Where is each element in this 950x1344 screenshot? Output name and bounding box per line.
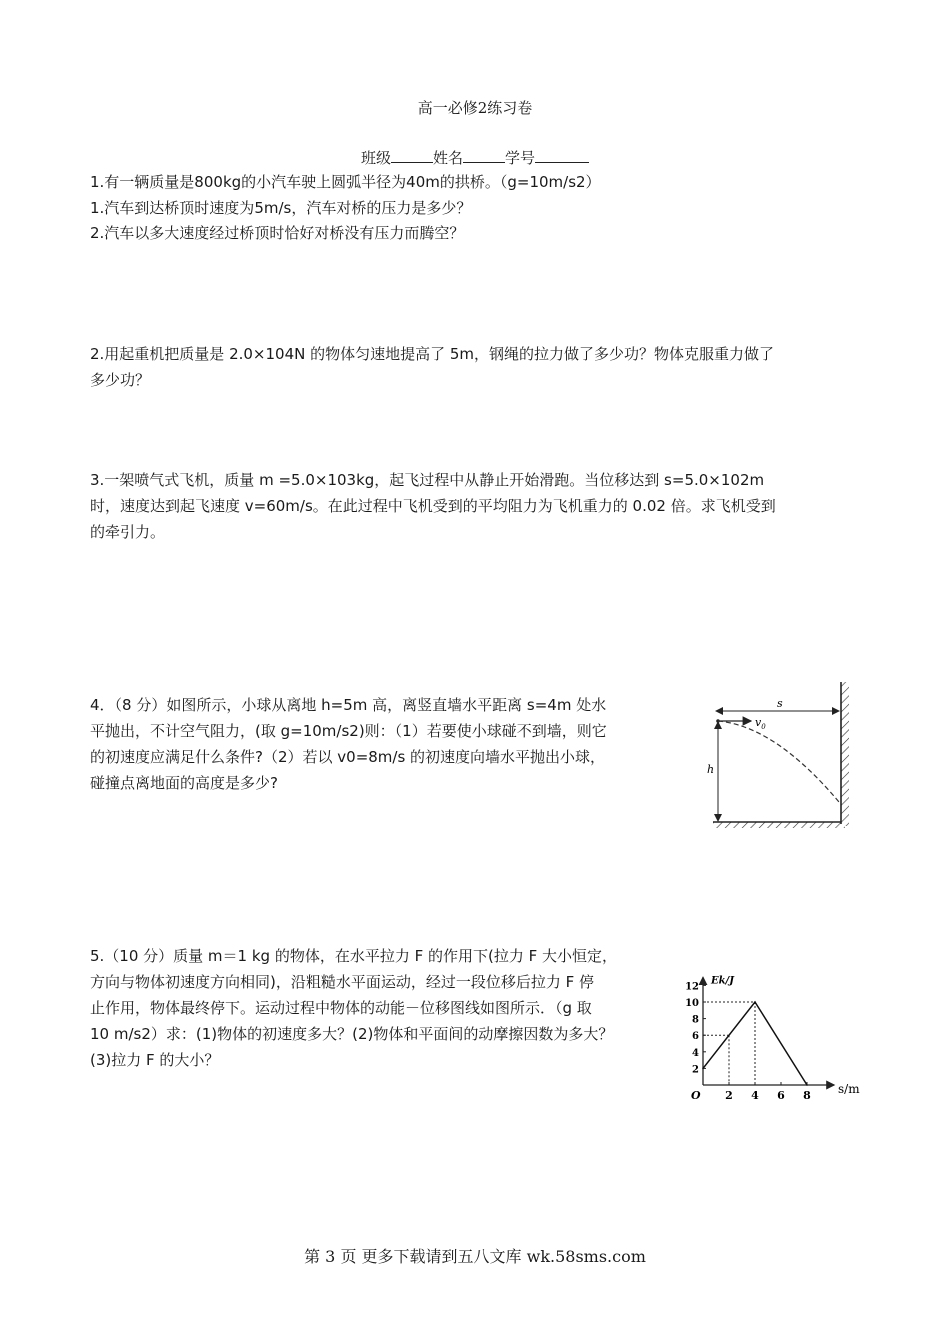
- q5-line4: 10 m/s2）求：(1)物体的初速度多大？(2)物体和平面间的动摩擦因数为多大？: [90, 1025, 614, 1043]
- q1-part2: 2.汽车以多大速度经过桥顶时恰好对桥没有压力而腾空？: [90, 224, 465, 242]
- y-tick-label: 8: [692, 1014, 699, 1026]
- label-s: s: [777, 697, 783, 710]
- origin-label: O: [691, 1089, 701, 1102]
- number-blank[interactable]: [535, 148, 589, 163]
- trajectory-curve: [718, 721, 839, 802]
- ek-data-point: [754, 1001, 756, 1003]
- chart-axes: [703, 977, 834, 1085]
- y-axis-label: Ek/J: [711, 975, 734, 987]
- q3-line1: 3.一架喷气式飞机，质量 m =5.0×103kg，起飞过程中从静止开始滑跑。当位移达到 s=5.0×102m: [90, 471, 765, 489]
- q1-stem: 1.有一辆质量是800kg的小汽车驶上圆弧半径为40m的拱桥。（g=10m/s2）: [90, 173, 601, 191]
- kinetic-energy-chart: [685, 965, 860, 1110]
- q3-line3: 的牵引力。: [90, 523, 166, 541]
- q2-line1: 2.用起重机把质量是 2.0×104N 的物体匀速地提高了 5m，钢绳的拉力做了多少功？物体克服重力做了: [90, 345, 775, 363]
- projectile-wall-figure: [705, 678, 855, 830]
- x-tick-label: 6: [777, 1089, 785, 1102]
- x-tick-label: 4: [751, 1089, 759, 1102]
- x-tick-label: 8: [803, 1089, 811, 1102]
- chart-labels: [685, 975, 860, 1102]
- ground-hatch: [713, 822, 845, 828]
- y-tick-label: 6: [692, 1031, 699, 1043]
- name-label: 姓名: [432, 149, 463, 167]
- class-blank[interactable]: [391, 148, 433, 163]
- q5-line3: 止作用，物体最终停下。运动过程中物体的动能－位移图线如图所示．（g 取: [90, 999, 592, 1017]
- q4-line4: 碰撞点离地面的高度是多少?: [90, 774, 278, 792]
- label-h: h: [707, 763, 715, 776]
- y-tick-label: 4: [692, 1047, 699, 1059]
- name-blank[interactable]: [463, 148, 505, 163]
- q2-line2: 多少功？: [90, 371, 151, 389]
- chart-guides: [703, 1002, 755, 1085]
- q5-line5: (3)拉力 F 的大小？: [90, 1051, 220, 1069]
- q5-line1: 5.（10 分）质量 m＝1 kg 的物体，在水平拉力 F 的作用下(拉力 F 大小恒定，: [90, 947, 618, 965]
- q4-line1: 4．（8 分）如图所示，小球从离地 h=5m 高，离竖直墙水平距离 s=4m 处水: [90, 696, 607, 714]
- x-axis-label: s/m: [838, 1082, 860, 1096]
- y-tick-label: 12: [685, 981, 699, 993]
- page-title: 高一必修2练习卷: [417, 99, 533, 117]
- number-label: 学号: [505, 149, 536, 167]
- ek-data-point: [806, 1084, 808, 1086]
- y-tick-label: 10: [685, 998, 699, 1009]
- q4-line2: 平抛出，不计空气阻力，(取 g=10m/s2)则：（1）若要使小球碰不到墙，则它: [90, 722, 607, 740]
- y-tick-label: 2: [692, 1064, 699, 1076]
- class-label: 班级: [360, 149, 391, 167]
- x-tick-label: 2: [725, 1089, 733, 1102]
- student-info-fields: [0, 147, 950, 168]
- q3-line2: 时，速度达到起飞速度 v=60m/s。在此过程中飞机受到的平均阻力为飞机重力的 0.02 倍。求飞机受到: [90, 497, 776, 515]
- wall-hatch: [841, 682, 849, 826]
- page-footer: 第 3 页 更多下载请到五八文库 wk.58sms.com: [304, 1247, 646, 1266]
- ek-data-point: [702, 1068, 704, 1070]
- q4-line3: 的初速度应满足什么条件?（2）若以 v0=8m/s 的初速度向墙水平抛出小球，: [90, 748, 606, 766]
- q1-part1: 1.汽车到达桥顶时速度为5m/s，汽车对桥的压力是多少？: [90, 199, 472, 217]
- label-v: $v_0$: [755, 716, 766, 731]
- q5-line2: 方向与物体初速度方向相同)，沿粗糙水平面运动，经过一段位移后拉力 F 停: [90, 973, 595, 991]
